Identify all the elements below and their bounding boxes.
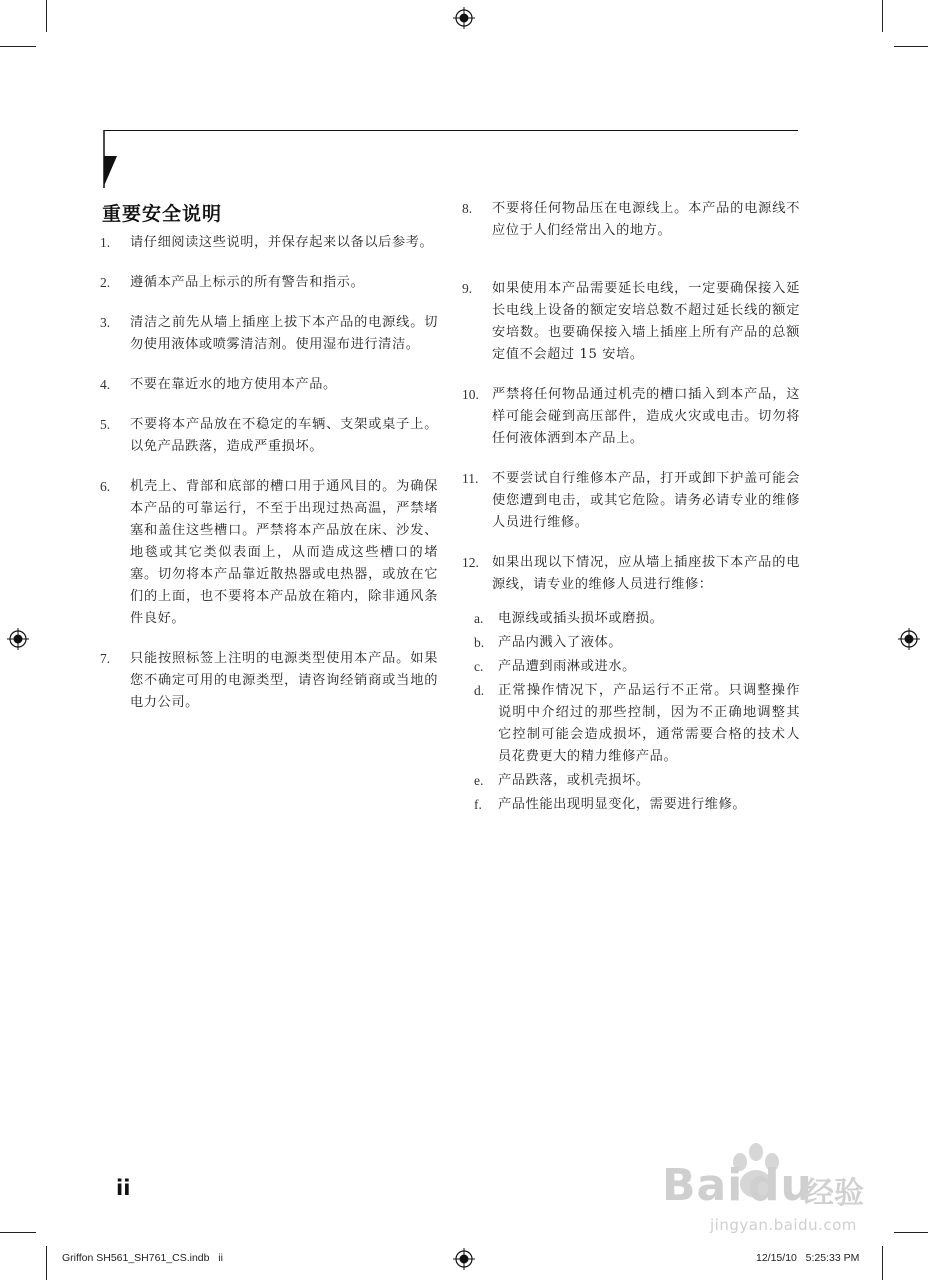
watermark-brand: Bai — [662, 1160, 744, 1211]
item-text: 不要尝试自行维修本产品，打开或卸下护盖可能会使您遭到电击，或其它危险。请务必请专业的维修人员进行维修。 — [492, 471, 800, 530]
sub-item-text: 产品性能出现明显变化，需要进行维修。 — [498, 797, 747, 812]
item-number: 10. — [462, 387, 479, 402]
item-text: 只能按照标签上注明的电源类型使用本产品。如果您不确定可用的电源类型，请咨询经销商或当地的电力公司。 — [130, 651, 438, 710]
item-text: 机壳上、背部和底部的槽口用于通风目的。为确保本产品的可靠运行，不至于出现过热高温，严禁堵塞和盖住这些槽口。严禁将本产品放在床、沙发、地毯或其它类似表面上，从而造成这些槽口的堵塞。切勿将本产品靠近散热器或电热器，或放在它们的上面，也不要将本产品放在箱内，除非通风条件良好。 — [130, 479, 438, 626]
item-text: 清洁之前先从墙上插座上拔下本产品的电源线。切勿使用液体或喷雾清洁剂。使用湿布进行清洁。 — [130, 315, 438, 352]
item-text: 不要将本产品放在不稳定的车辆、支架或桌子上。以免产品跌落，造成严重损坏。 — [130, 417, 438, 454]
item-text: 严禁将任何物品通过机壳的槽口插入到本产品，这样可能会碰到高压部件，造成火灾或电击。切勿将任何液体洒到本产品上。 — [492, 387, 800, 446]
page-number: ii — [116, 1176, 131, 1200]
registration-mark-left-icon — [7, 628, 29, 650]
item-number: 5. — [100, 417, 111, 432]
sub-list-item — [474, 770, 800, 792]
sub-item-letter: a. — [474, 611, 484, 626]
list-item — [100, 648, 438, 714]
list-item — [100, 312, 438, 356]
item-number: 8. — [462, 201, 473, 216]
sub-item-text: 产品跌落，或机壳损坏。 — [498, 773, 650, 788]
sub-item-text: 正常操作情况下，产品运行不正常。只调整操作说明中介绍过的那些控制，因为不正确地调整其它控制可能会造成损坏，通常需要合格的技术人员花费更大的精力维修产品。 — [498, 683, 800, 764]
item-text: 如果使用本产品需要延长电线，一定要确保接入延长电线上设备的额定安培总数不超过延长线的额定安培数。也要确保接入墙上插座上所有产品的总额定值不会超过 15 安培。 — [492, 281, 800, 362]
registration-mark-bottom-icon — [453, 1248, 475, 1270]
sub-list-item — [474, 632, 800, 654]
sub-item-letter: d. — [474, 683, 485, 698]
list-item — [100, 232, 438, 254]
sub-item-letter: b. — [474, 635, 485, 650]
registration-mark-top-icon — [453, 7, 475, 29]
section-title: 重要安全说明 — [102, 203, 223, 225]
crop-mark-top-right-v — [882, 0, 883, 32]
registration-mark-right-icon — [898, 628, 920, 650]
item-number: 6. — [100, 479, 111, 494]
item-number: 11. — [462, 471, 479, 486]
crop-mark-top-left-h — [0, 46, 36, 47]
item-number: 4. — [100, 377, 111, 392]
list-item — [100, 476, 438, 630]
baidu-watermark — [656, 1140, 896, 1240]
item-text: 遵循本产品上标示的所有警告和指示。 — [130, 275, 365, 290]
header-corner-marker — [103, 130, 119, 188]
item-text: 不要在靠近水的地方使用本产品。 — [130, 377, 337, 392]
list-item — [462, 552, 800, 596]
crop-mark-bottom-left-h — [0, 1232, 36, 1233]
sub-item-letter: f. — [474, 797, 482, 812]
list-item — [462, 198, 800, 242]
list-item — [462, 278, 800, 366]
header-rule — [104, 130, 798, 131]
item-number: 12. — [462, 555, 479, 570]
list-item — [100, 414, 438, 458]
crop-mark-bottom-right-h — [894, 1232, 928, 1233]
item-number: 3. — [100, 315, 111, 330]
item-number: 9. — [462, 281, 473, 296]
sub-item-text: 产品遭到雨淋或进水。 — [498, 659, 636, 674]
sub-item-text: 电源线或插头损坏或磨损。 — [498, 611, 664, 626]
sub-item-text: 产品内溅入了液体。 — [498, 635, 623, 650]
watermark-brand-suffix: du — [748, 1160, 813, 1211]
item-number: 7. — [100, 651, 111, 666]
list-item — [462, 468, 800, 534]
item-text: 请仔细阅读这些说明，并保存起来以备以后参考。 — [130, 235, 434, 250]
sub-list-item — [474, 794, 800, 816]
watermark-url: jingyan.baidu.com — [710, 1216, 857, 1234]
item-number: 2. — [100, 275, 111, 290]
list-item — [100, 272, 438, 294]
print-slug-timestamp: 12/15/10 5:25:33 PM — [756, 1252, 860, 1264]
item-number: 1. — [100, 235, 111, 250]
sub-list-item — [474, 680, 800, 768]
sub-item-letter: c. — [474, 659, 484, 674]
crop-mark-top-left-v — [46, 0, 47, 32]
crop-mark-top-right-h — [894, 46, 928, 47]
left-column — [100, 232, 438, 732]
print-slug-file: Griffon SH561_SH761_CS.indb ii — [62, 1252, 223, 1264]
list-item — [100, 374, 438, 396]
right-column — [462, 198, 800, 818]
sub-item-letter: e. — [474, 773, 484, 788]
watermark-cn: 经验 — [804, 1176, 864, 1211]
item-text: 如果出现以下情况，应从墙上插座拔下本产品的电源线，请专业的维修人员进行维修： — [492, 555, 800, 592]
item-text: 不要将任何物品压在电源线上。本产品的电源线不应位于人们经常出入的地方。 — [492, 201, 800, 238]
crop-mark-bottom-right-v — [882, 1246, 883, 1280]
sub-list-item — [474, 656, 800, 678]
list-item — [462, 384, 800, 450]
sub-list-item — [474, 608, 800, 630]
crop-mark-bottom-left-v — [46, 1246, 47, 1280]
